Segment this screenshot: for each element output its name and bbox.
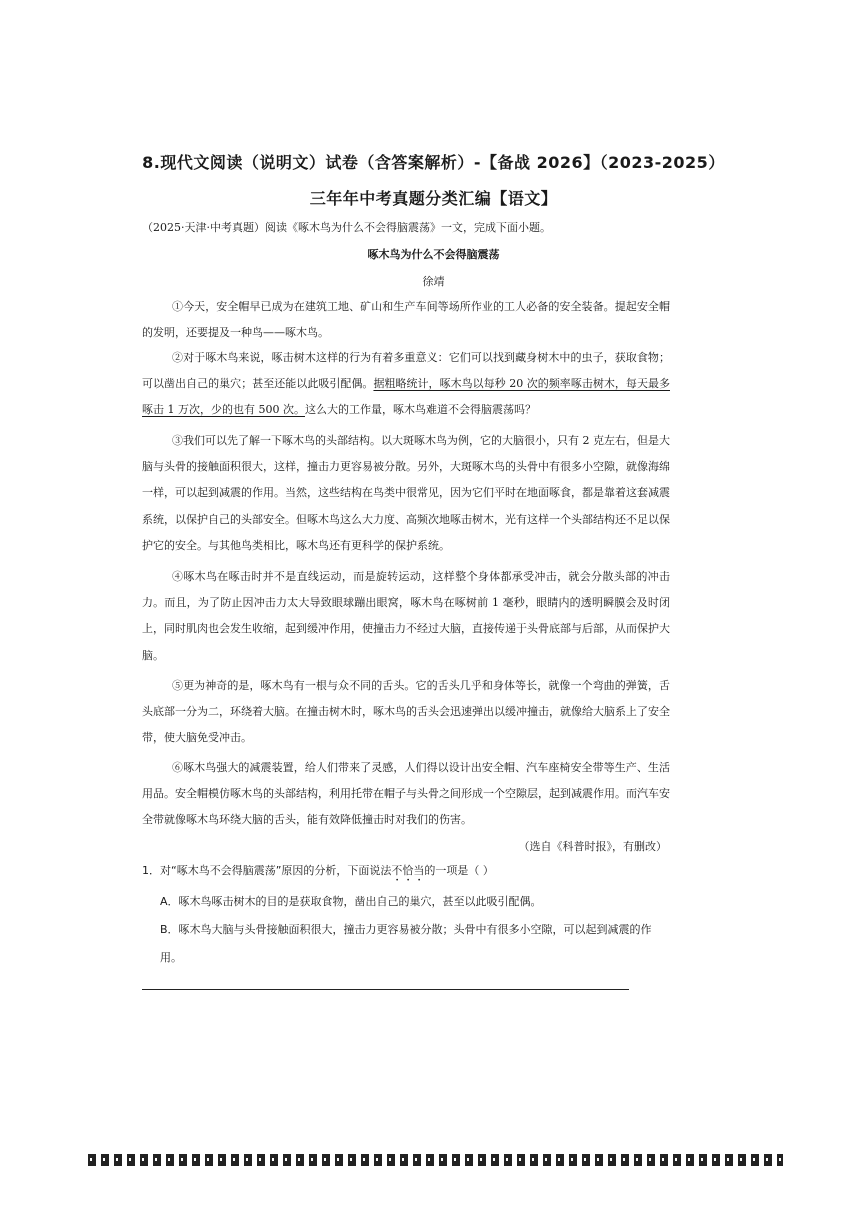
question-1 xyxy=(142,862,494,884)
emphasis-word: 不恰当 xyxy=(391,864,425,877)
source-note: （2025·天津·中考真题）阅读《啄木鸟为什么不会得脑震荡》一文，完成下面小题。 xyxy=(142,221,551,234)
paragraph-6: ⑥啄木鸟强大的减震装置，给人们带来了灵感，人们得以设计出安全帽、汽车座椅安全带等生产、生活用品。安全帽模仿啄木鸟的头部结构，利用托带在帽子与头骨之间形成一个空隙层，起到减震作用。而汽车安全带就像啄木鸟环绕大脑的舌头，能有效降低撞击时对我们的伤害。 xyxy=(142,761,670,827)
underlined-sentence: 据粗略统计，啄木鸟以每秒 20 次的频率啄击树木，每天最多啄击 1 万次，少的也有 500 次。 xyxy=(142,377,670,417)
paragraph-4: ④啄木鸟在啄击时并不是直线运动，而是旋转运动，这样整个身体都承受冲击，就会分散头部的冲击力。而且，为了防止因冲击力太大导致眼球蹦出眼窝，啄木鸟在啄树前 1 毫秒，眼睛内的透明瞬膜会及时闭上，同时肌肉也会发生收缩，起到缓冲作用，使撞击力不经过大脑，直接传递于头骨底部与后部，从而保护大脑。 xyxy=(142,570,670,662)
paragraph-2-text: ②对于啄木鸟来说，啄击树木这样的行为有着多重意义：它们可以找到藏身树木中的虫子，获取食物；可以凿出自己的巢穴；甚至还能以此吸引配偶。 xyxy=(142,351,670,391)
option-a: A．啄木鸟啄击树木的目的是获取食物，凿出自己的巢穴，甚至以此吸引配偶。 xyxy=(160,895,542,908)
article-citation: （选自《科普时报》，有删改） xyxy=(518,840,667,853)
option-b: B．啄木鸟大脑与头骨接触面积很大，撞击力更容易被分散；头骨中有很多小空隙，可以起到减震的作用。 xyxy=(160,923,652,964)
article-author: 徐靖 xyxy=(422,275,445,288)
question-1-stem: 1．对“啄木鸟不会得脑震荡”原因的分析，下面说法 xyxy=(142,864,392,877)
paragraph-5: ⑤更为神奇的是，啄木鸟有一根与众不同的舌头。它的舌头几乎和身体等长，就像一个弯曲的弹簧，舌头底部一分为二，环绕着大脑。在撞击树木时，啄木鸟的舌头会迅速弹出以缓冲撞击，就像给大脑系上了安全带，使大脑免受冲击。 xyxy=(142,679,670,745)
footer-perforation xyxy=(88,1154,783,1166)
paragraph-2 xyxy=(142,345,670,424)
document-subtitle: 三年年中考真题分类汇编【语文】 xyxy=(309,189,558,208)
document-title: 8.现代文阅读（说明文）试卷（含答案解析）-【备战 2026】（2023-2025） xyxy=(142,153,725,172)
paragraph-1: ①今天，安全帽早已成为在建筑工地、矿山和生产车间等场所作业的工人必备的安全装备。提起安全帽的发明，还要提及一种鸟——啄木鸟。 xyxy=(142,300,670,340)
paragraph-3: ③我们可以先了解一下啄木鸟的头部结构。以大斑啄木鸟为例，它的大脑很小，只有 2 克左右，但是大脑与头骨的接触面积很大，这样，撞击力更容易被分散。另外，大斑啄木鸟的头骨中有很多小空隙，就像海绵一样，可以起到减震的作用。当然，这些结构在鸟类中很常见，因为它们平时在地面啄食，都是靠着这套减震系统，以保护自己的头部安全。但啄木鸟这么大力度、高频次地啄击树木，光有这样一个头部结构还不足以保护它的安全。与其他鸟类相比，啄木鸟还有更科学的保护系统。 xyxy=(142,434,670,552)
horizontal-rule xyxy=(142,989,629,990)
article-title: 啄木鸟为什么不会得脑震荡 xyxy=(367,248,500,261)
paragraph-2-tail: 这么大的工作量，啄木鸟难道不会得脑震荡吗？ xyxy=(304,403,536,417)
question-1-tail: 的一项是（ ） xyxy=(424,864,494,877)
